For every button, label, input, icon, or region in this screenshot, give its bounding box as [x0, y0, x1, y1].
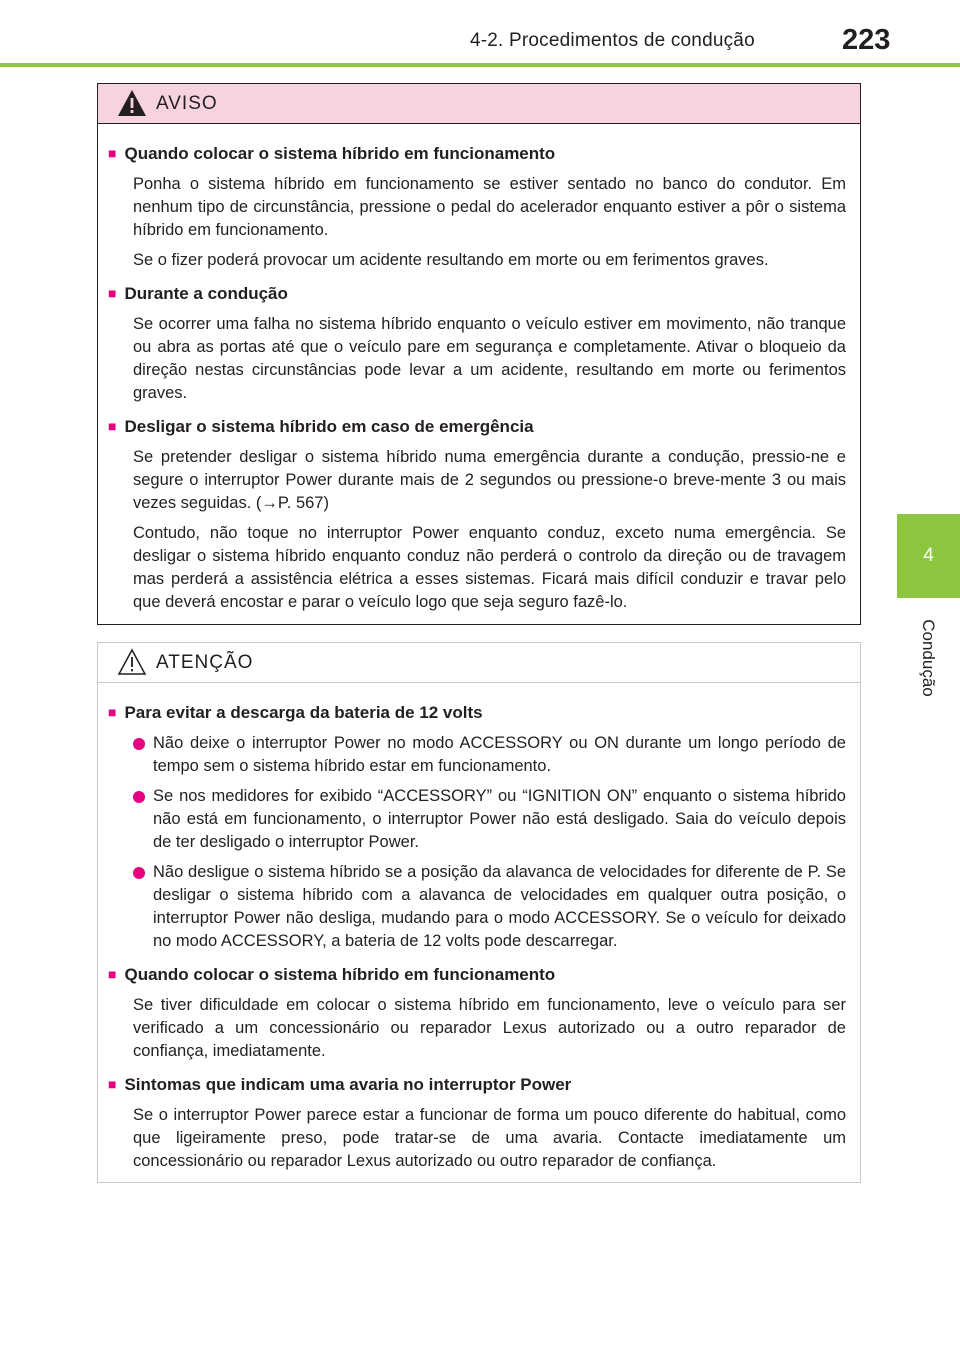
chapter-tab [897, 514, 960, 598]
section-paragraph: Se o fizer poderá provocar um acidente resultando em morte ou em ferimentos graves. [133, 251, 769, 269]
section-title: Durante a condução [124, 284, 288, 303]
square-bullet-icon: ■ [108, 1076, 117, 1092]
section-paragraph: Ponha o sistema híbrido em funcionamento se estiver sentado no banco do condutor. Em nenhum tipo de circunstância, pressione o pedal do acelerador enquanto estiver a pôr o sistema híbrido em funcionamento. [133, 175, 846, 239]
list-item [133, 785, 846, 854]
section-heading [108, 416, 846, 438]
round-bullet-icon [133, 791, 145, 803]
square-bullet-icon: ■ [108, 285, 117, 301]
warning-triangle-icon [117, 89, 147, 117]
section-paragraph: Se pretender desligar o sistema híbrido numa emergência durante a condução, pressio-ne e segure o interruptor Power durante mais de 2 segundos ou pressione-o breve-mente 3 ou mais vezes seguidas. (→P. 567) [133, 448, 846, 512]
list-item-text: Não deixe o interruptor Power no modo ACCESSORY ou ON durante um longo período de tempo sem o sistema híbrido estar em funcionamento. [153, 734, 846, 775]
header-divider [0, 63, 960, 67]
list-item-text: Não desligue o sistema híbrido se a posição da alavanca de velocidades for diferente de P. Se desligar o sistema híbrido com a alavanca de velocidades em qualquer outra posição, o interruptor Power não desliga, mudando para o modo ACCESSORY. Se o veículo for deixado no modo ACCESSORY, a bateria de 12 volts pode descarregar. [153, 863, 846, 950]
list-item-text: Se nos medidores for exibido “ACCESSORY” ou “IGNITION ON” enquanto o sistema híbrido não está em funcionamento, o interruptor Power não está desligado. Saia do veículo depois de ter desligado o interruptor Power. [153, 787, 846, 851]
chapter-number: 4 [923, 545, 934, 566]
caution-box-body [98, 683, 860, 1173]
warning-box [97, 83, 861, 625]
section-heading [108, 1074, 846, 1096]
page-number: 223 [842, 24, 891, 56]
section-title: Para evitar a descarga da bateria de 12 volts [124, 703, 483, 722]
warning-box-body [98, 124, 860, 614]
warning-box-header [98, 84, 860, 124]
section-heading [108, 702, 846, 724]
section-paragraph: Se ocorrer uma falha no sistema híbrido enquanto o veículo estiver em movimento, não tranque ou abra as portas até que o veículo pare em segurança e completamente. Ativar o bloqueio da direção nestas circunstâncias pode levar a um acidente, resultando em morte ou ferimentos graves. [133, 315, 846, 402]
header-section-title: 4-2. Procedimentos de condução [470, 30, 755, 51]
round-bullet-icon [133, 738, 145, 750]
square-bullet-icon: ■ [108, 966, 117, 982]
caution-box-title: ATENÇÃO [156, 652, 254, 673]
section-paragraph: Contudo, não toque no interruptor Power enquanto conduz, exceto numa emergência. Se desligar o sistema híbrido enquanto conduz não perderá o controlo da direção ou de travagem mas perderá a assistência elétrica a esses sistemas. Ficará mais difícil conduzir e travar pelo que deverá encostar e parar o veículo logo que seja seguro fazê-lo. [133, 524, 846, 611]
section-paragraph: Se tiver dificuldade em colocar o sistema híbrido em funcionamento, leve o veículo para ser verificado a um concessionário ou reparador Lexus autorizado ou a outro reparador de confiança, imediatamente. [133, 996, 846, 1060]
list-item [133, 732, 846, 778]
section-heading [108, 283, 846, 305]
section-paragraph: Se o interruptor Power parece estar a funcionar de forma um pouco diferente do habitual, como que ligeiramente preso, pode tratar-se de uma avaria. Contacte imediatamente um concessionário ou reparador Lexus autorizado ou outro reparador de confiança. [133, 1106, 846, 1170]
square-bullet-icon: ■ [108, 418, 117, 434]
square-bullet-icon: ■ [108, 145, 117, 161]
square-bullet-icon: ■ [108, 704, 117, 720]
section-heading [108, 143, 846, 165]
caution-triangle-icon [117, 648, 147, 676]
section-title: Sintomas que indicam uma avaria no interruptor Power [124, 1075, 572, 1094]
section-title: Desligar o sistema híbrido em caso de emergência [124, 417, 534, 436]
warning-box-title: AVISO [156, 93, 218, 114]
caution-box-header [98, 643, 860, 683]
chapter-label-wrap [880, 610, 960, 706]
section-title: Quando colocar o sistema híbrido em funcionamento [124, 965, 556, 984]
list-item [133, 861, 846, 953]
section-title: Quando colocar o sistema híbrido em funcionamento [124, 144, 556, 163]
round-bullet-icon [133, 867, 145, 879]
section-heading [108, 964, 846, 986]
caution-box [97, 642, 861, 1183]
chapter-label: Condução [919, 619, 938, 697]
